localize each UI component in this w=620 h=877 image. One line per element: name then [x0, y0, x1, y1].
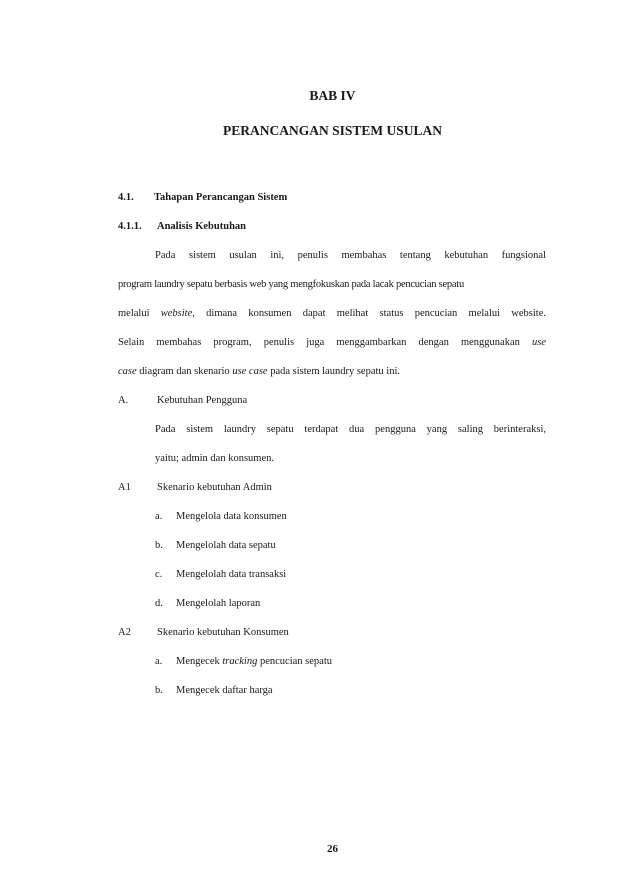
item-a2-marker: A2 — [118, 627, 131, 638]
list-item: Mengelolah laporan — [176, 598, 261, 609]
list-item: Mengelola data konsumen — [176, 511, 287, 522]
item-a-text-1: Pada sistem laundry sepatu terdapat dua pengguna yang saling berinteraksi, — [155, 424, 546, 435]
list-item-marker: d. — [155, 598, 163, 609]
subsection-number: 4.1.1. — [118, 221, 142, 232]
item-a2-title: Skenario kebutuhan Konsumen — [157, 627, 289, 638]
list-item-marker: a. — [155, 511, 163, 522]
item-a-title: Kebutuhan Pengguna — [157, 395, 248, 406]
list-item-marker: a. — [155, 656, 163, 667]
item-a-text-2: yaitu; admin dan konsumen. — [155, 453, 274, 464]
paragraph-line-5: case diagram dan skenario use case pada sistem laundry sepatu ini. — [118, 366, 400, 377]
list-item: Mengecek tracking pencucian sepatu — [176, 656, 332, 667]
list-item-marker: b. — [155, 540, 163, 551]
list-item-marker: c. — [155, 569, 163, 580]
page-number: 26 — [327, 843, 338, 855]
chapter-label: BAB IV — [309, 88, 356, 103]
subsection-title: Analisis Kebutuhan — [157, 221, 246, 232]
section-number: 4.1. — [118, 192, 134, 203]
paragraph-line-1: Pada sistem usulan ini, penulis membahas tentang kebutuhan fungsional — [155, 250, 546, 261]
section-title: Tahapan Perancangan Sistem — [154, 192, 288, 203]
paragraph-line-3: melalui website, dimana konsumen dapat melihat status pencucian melalui website. — [118, 308, 546, 319]
item-a-marker: A. — [118, 395, 129, 406]
list-item: Mengelolah data transaksi — [176, 569, 287, 580]
paragraph-line-2: program laundry sepatu berbasis web yang mengfokuskan pada lacak pencucian sepatu — [118, 279, 464, 290]
list-item-marker: b. — [155, 685, 163, 696]
list-item: Mengecek daftar harga — [176, 685, 273, 696]
item-a1-title: Skenario kebutuhan Admin — [157, 482, 272, 493]
chapter-title: PERANCANGAN SISTEM USULAN — [222, 123, 443, 138]
paragraph-line-4: Selain membahas program, penulis juga menggambarkan dengan menggunakan use — [118, 337, 546, 348]
list-item: Mengelolah data sepatu — [176, 540, 276, 551]
item-a1-marker: A1 — [118, 482, 131, 493]
